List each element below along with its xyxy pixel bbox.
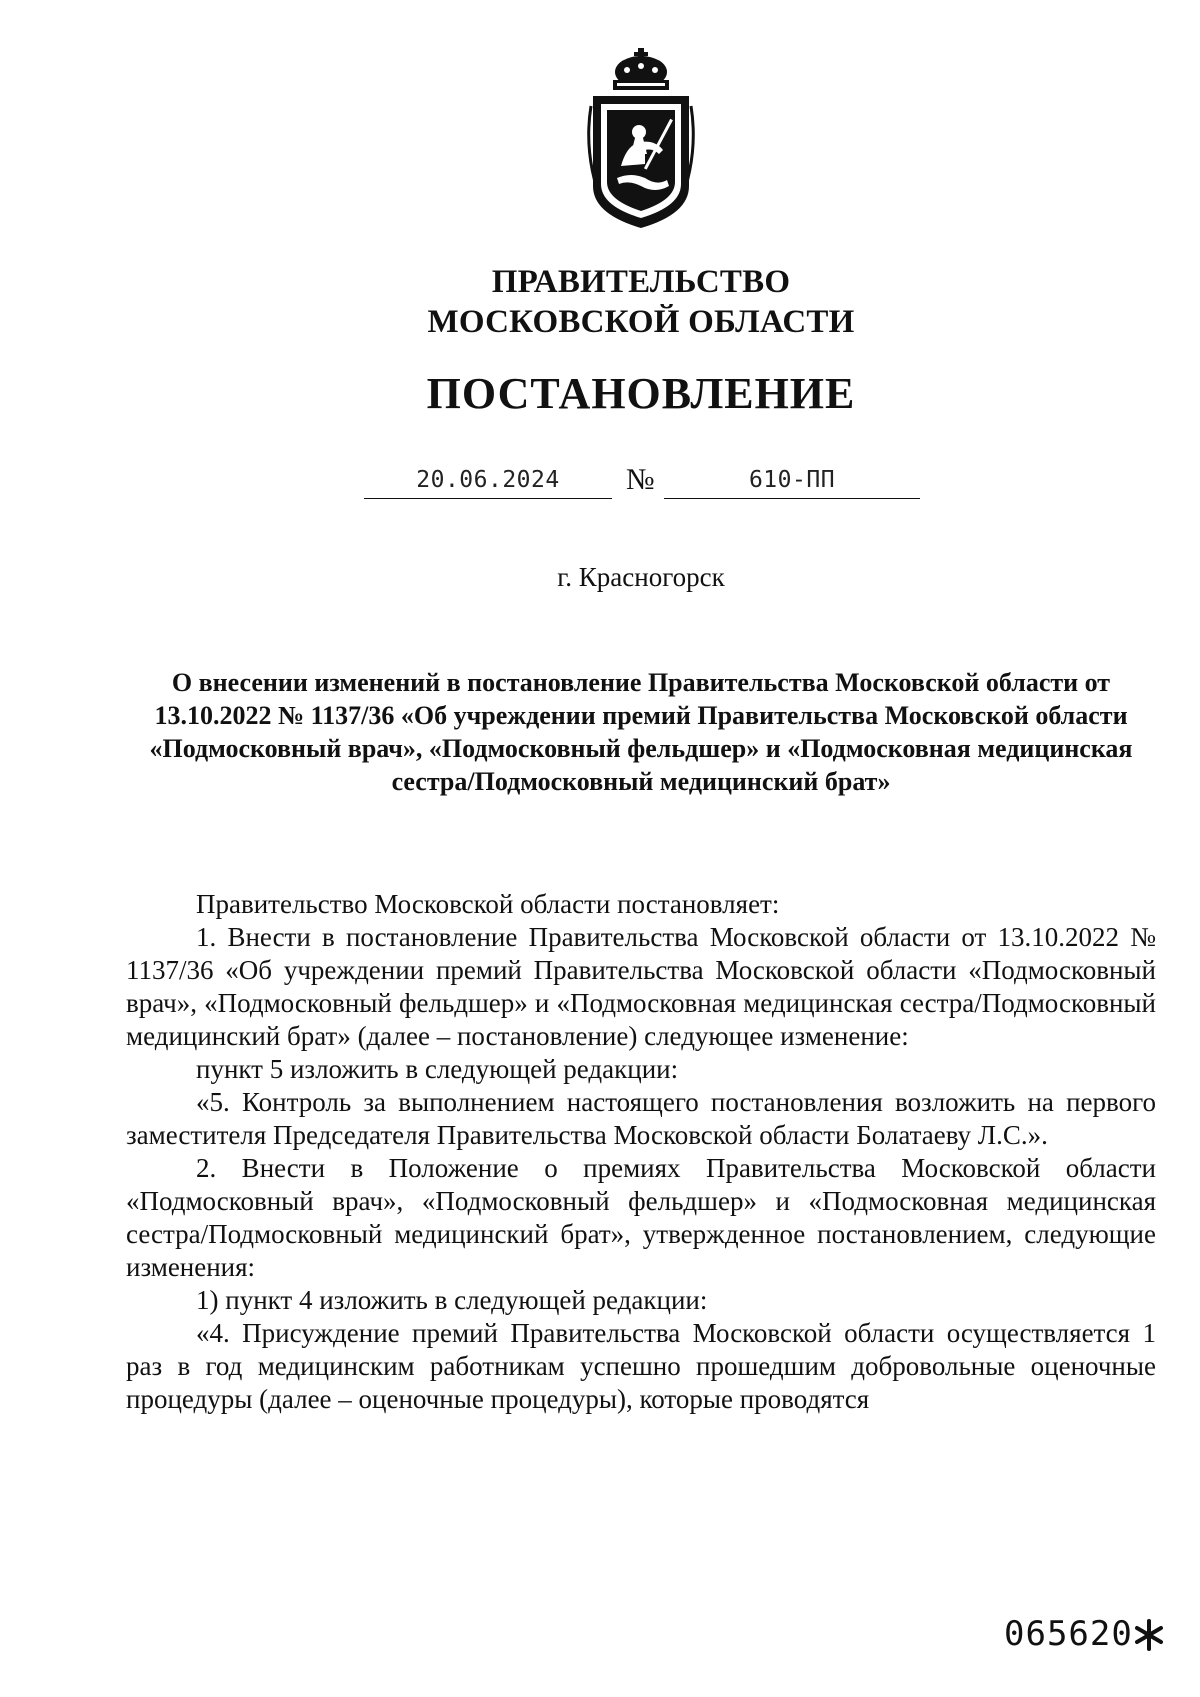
number-sign: №: [626, 463, 655, 496]
body-paragraph: «5. Контроль за выполнением настоящего постановления возложить на первого заместителя Председателя Правительства Московской области Болатаеву Л.С.».: [126, 1087, 1156, 1150]
government-title-line2: МОСКОВСКОЙ ОБЛАСТИ: [427, 304, 855, 340]
body-paragraph: «4. Присуждение премий Правительства Московской области осуществляется 1 раз в год медицинским работникам успешно прошедшим добровольные оценочные процедуры (далее – оценочные процедуры), которые проводятся: [126, 1318, 1156, 1414]
body-paragraph: 2. Внести в Положение о премиях Правительства Московской области «Подмосковный врач», «Подмосковный фельдшер» и «Подмосковная медицинская сестра/Подмосковный медицинский брат», утвержденное постановлением, следующие изменения:: [126, 1153, 1156, 1282]
form-serial-number: 065620: [1004, 1614, 1133, 1654]
document-date: 20.06.2024: [364, 462, 612, 499]
government-title-line1: ПРАВИТЕЛЬСТВО: [491, 264, 791, 300]
asterisk-icon: [1132, 1618, 1166, 1652]
document-number: 610-ПП: [664, 462, 920, 499]
body-paragraph: 1) пункт 4 изложить в следующей редакции:: [196, 1285, 708, 1315]
moscow-oblast-coat-of-arms-icon: [583, 46, 699, 230]
document-type-title: ПОСТАНОВЛЕНИЕ: [426, 369, 856, 418]
body-paragraph: пункт 5 изложить в следующей редакции:: [196, 1054, 679, 1084]
city-name: г. Красногорск: [557, 562, 725, 592]
document-body: [126, 888, 1156, 1416]
document-subject: О внесении изменений в постановление Правительства Московской области от 13.10.2022 № 1137/36 «Об учреждении премий Правительства Московской области «Подмосковный врач», «Подмосковный фельдшер» и «Подмосковная медицинская сестра/Подмосковный медицинский брат»: [149, 668, 1133, 796]
body-paragraph: Правительство Московской области постановляет:: [196, 889, 780, 919]
body-paragraph: 1. Внести в постановление Правительства Московской области от 13.10.2022 № 1137/36 «Об учреждении премий Правительства Московской области «Подмосковный врач», «Подмосковный фельдшер» и «Подмосковная медицинская сестра/Подмосковный медицинский брат» (далее – постановление) следующее изменение:: [126, 922, 1156, 1051]
